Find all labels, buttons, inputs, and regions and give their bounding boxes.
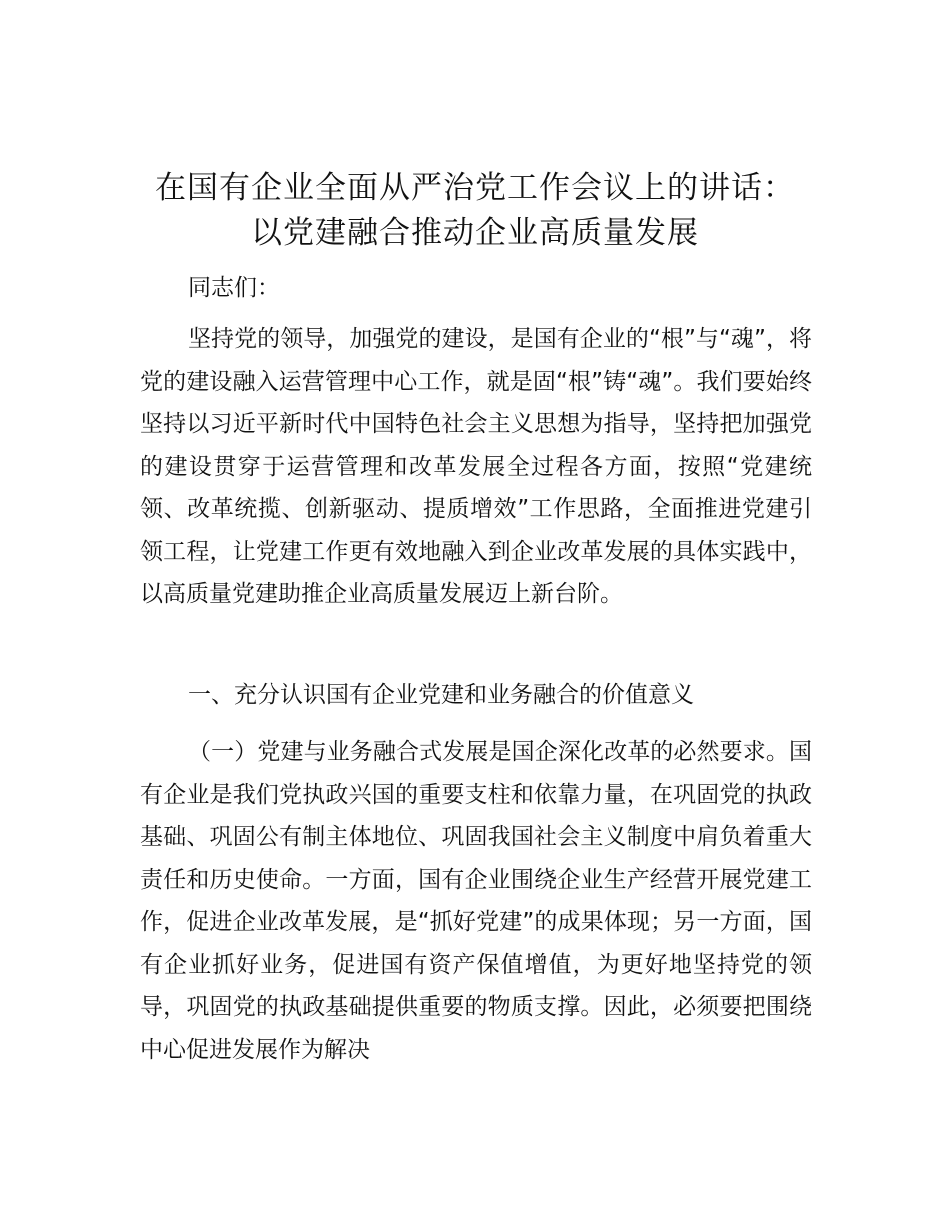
paragraph-2: （一）党建与业务融合式发展是国企深化改革的必然要求。国有企业是我们党执政兴国的重要支柱和依靠力量，在巩固党的执政基础、巩固公有制主体地位、巩固我国社会主义制度中肩负着重大责任和历史使命。一方面，国有企业围绕企业生产经营开展党建工作，促进企业改革发展，是“抓好党建”的成果体现；另一方面，国有企业抓好业务，促进国有资产保值增值，为更好地坚持党的领导，巩固党的执政基础提供重要的物质支撑。因此，必须要把围绕中心促进发展作为解决 — [140, 739, 812, 1063]
document-title-line-2: 以党建融合推动企业高质量发展 — [251, 215, 699, 251]
salutation: 同志们： — [188, 275, 280, 301]
document-title-line-1: 在国有企业全面从严治党工作会议上的讲话： — [155, 170, 795, 206]
section-1-heading: 一、充分认识国有企业党建和业务融合的价值意义 — [188, 682, 694, 708]
paragraph-1: 坚持党的领导，加强党的建设，是国有企业的“根”与“魂”，将党的建设融入运营管理中心工作，就是固“根”铸“魂”。我们要始终坚持以习近平新时代中国特色社会主义思想为指导，坚持把加强党的建设贯穿于运营管理和改革发展全过程各方面，按照“党建统领、改革统揽、创新驱动、提质增效”工作思路，全面推进党建引领工程，让党建工作更有效地融入到企业改革发展的具体实践中，以高质量党建助推企业高质量发展迈上新台阶。 — [140, 326, 812, 607]
